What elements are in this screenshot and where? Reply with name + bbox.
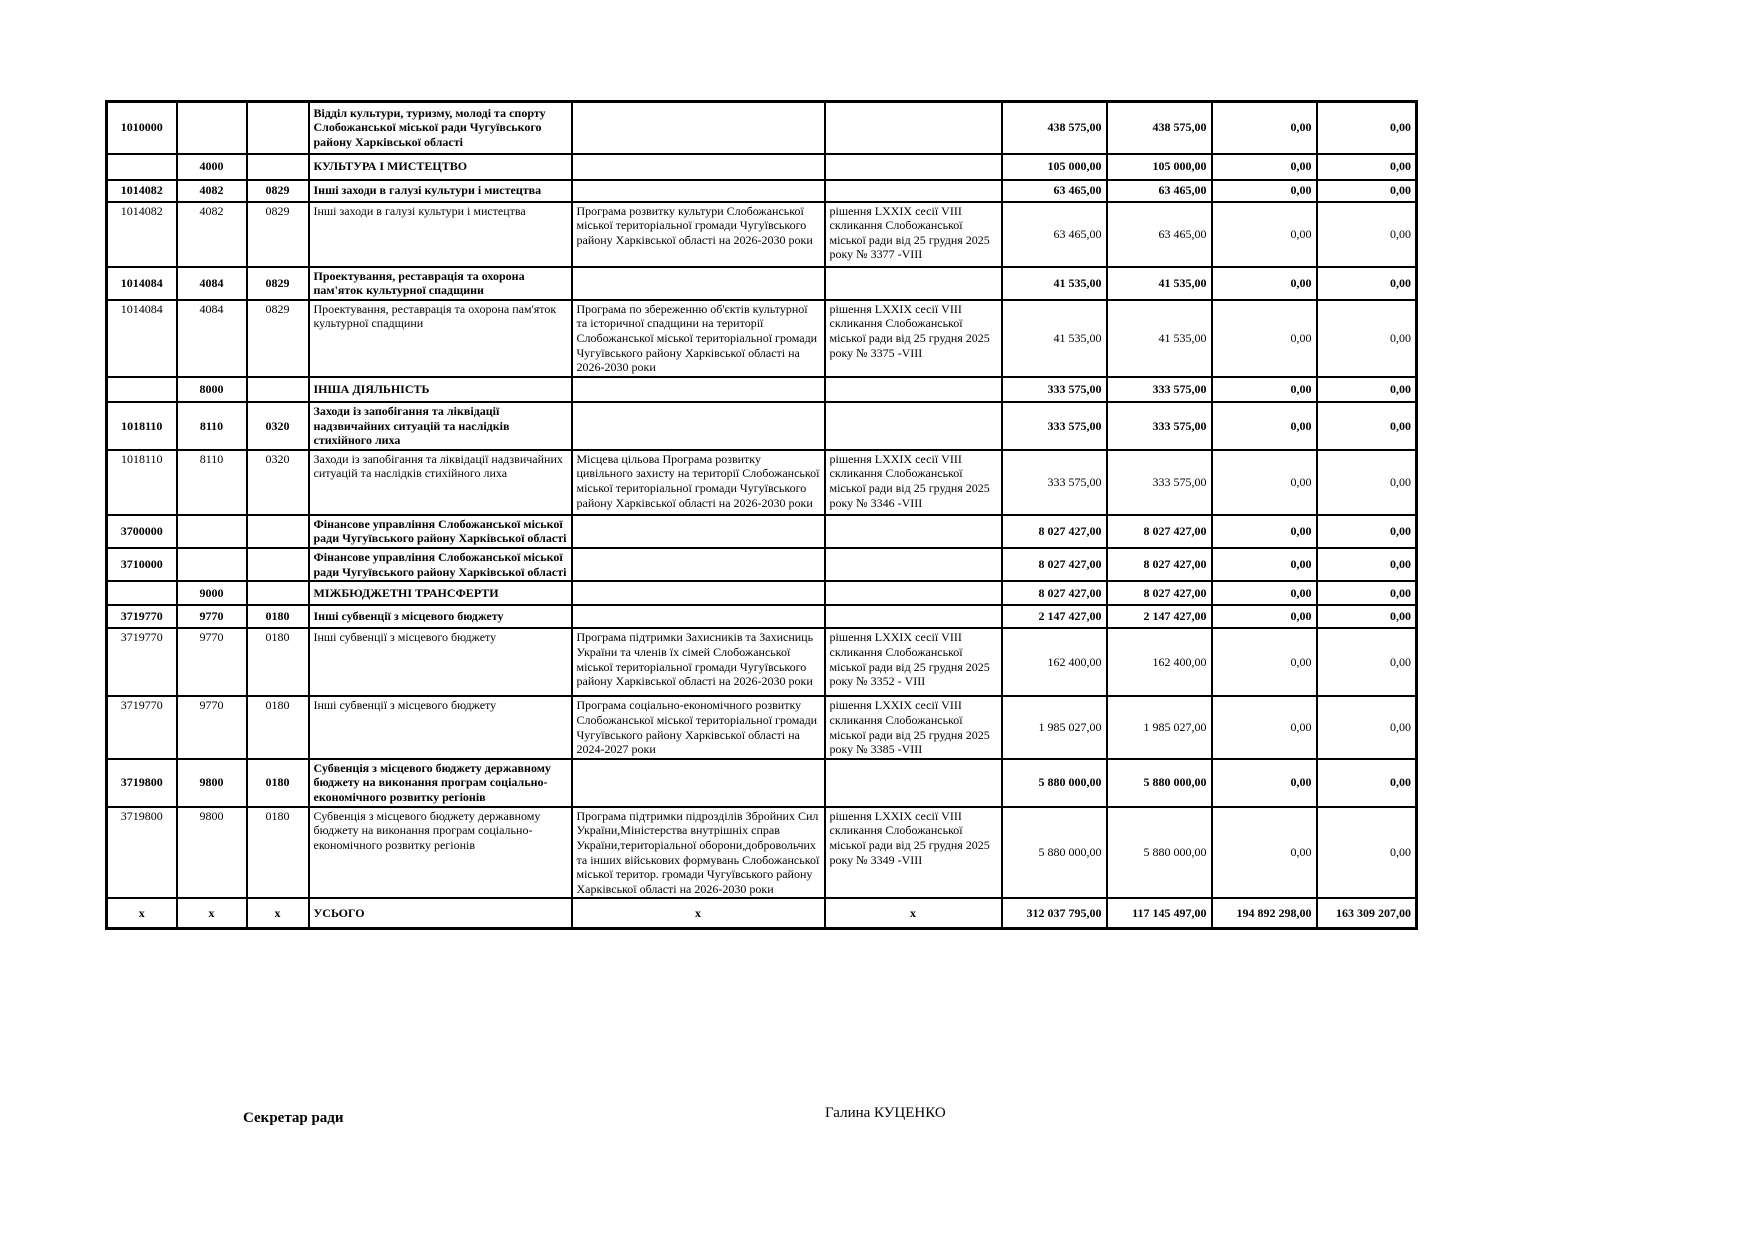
cell-dev-budget: 0,00 — [1317, 628, 1417, 696]
cell-total: 2 147 427,00 — [1002, 605, 1107, 628]
cell-dev-budget: 0,00 — [1317, 548, 1417, 581]
table-row — [107, 402, 1417, 450]
cell-code-tpk: 9800 — [177, 759, 247, 807]
cell-total: 312 037 795,00 — [1002, 898, 1107, 928]
cell-decision — [825, 180, 1002, 202]
cell-code-tpk: 4084 — [177, 267, 247, 300]
cell-code-tpk — [177, 548, 247, 581]
cell-dev-budget: 0,00 — [1317, 102, 1417, 154]
cell-total: 1 985 027,00 — [1002, 696, 1107, 759]
cell-general-fund: 8 027 427,00 — [1107, 581, 1212, 605]
cell-name: Субвенція з місцевого бюджету державному бюджету на виконання програм соціально-економічного розвитку регіонів — [309, 807, 572, 899]
cell-total: 8 027 427,00 — [1002, 515, 1107, 548]
cell-program — [572, 605, 825, 628]
cell-general-fund: 5 880 000,00 — [1107, 807, 1212, 899]
cell-code-fk — [247, 515, 309, 548]
cell-dev-budget: 0,00 — [1317, 696, 1417, 759]
table-row — [107, 605, 1417, 628]
cell-dev-budget: 0,00 — [1317, 202, 1417, 267]
table-row — [107, 450, 1417, 515]
cell-special-fund: 0,00 — [1212, 696, 1317, 759]
table-row — [107, 759, 1417, 807]
cell-name: Проектування, реставрація та охорона пам'яток культурної спадщини — [309, 267, 572, 300]
cell-general-fund: 105 000,00 — [1107, 154, 1212, 180]
cell-special-fund: 0,00 — [1212, 202, 1317, 267]
cell-code-tpk: 8110 — [177, 450, 247, 515]
cell-code-fk: 0180 — [247, 807, 309, 899]
cell-program: Програма підтримки Захисників та Захисниць України та членів їх сімей Слобожанської міської територіальної громади Чугуївського району Харківської області на 2026-2030 роки — [572, 628, 825, 696]
cell-special-fund: 0,00 — [1212, 605, 1317, 628]
cell-code-fk: 0180 — [247, 628, 309, 696]
cell-code-tpk: 8110 — [177, 402, 247, 450]
cell-code-fk: 0180 — [247, 696, 309, 759]
table-row — [107, 515, 1417, 548]
cell-decision — [825, 377, 1002, 402]
cell-code-fk — [247, 548, 309, 581]
cell-program: Програма соціально-економічного розвитку Слобожанської міської територіальної громади Чугуївського району Харківської області на 2024-2027 роки — [572, 696, 825, 759]
cell-dev-budget: 0,00 — [1317, 807, 1417, 899]
cell-program — [572, 402, 825, 450]
cell-code-fk: 0180 — [247, 605, 309, 628]
cell-decision: рішення LXXIX сесії VIII скликання Слобожанської міської ради від 25 грудня 2025 року № 3377 -VIII — [825, 202, 1002, 267]
table-row — [107, 267, 1417, 300]
cell-code-tpk — [177, 102, 247, 154]
signature-title: Секретар ради — [243, 1110, 344, 1126]
table-row — [107, 202, 1417, 267]
cell-name: Субвенція з місцевого бюджету державному бюджету на виконання програм соціально-економічного розвитку регіонів — [309, 759, 572, 807]
cell-code-prog: 3719800 — [107, 759, 177, 807]
cell-name: Інші субвенції з місцевого бюджету — [309, 605, 572, 628]
cell-code-tpk: 9770 — [177, 628, 247, 696]
table-row — [107, 102, 1417, 154]
cell-code-tpk: 9770 — [177, 605, 247, 628]
cell-dev-budget: 0,00 — [1317, 154, 1417, 180]
budget-table — [105, 100, 1418, 930]
cell-code-prog: 1018110 — [107, 450, 177, 515]
cell-name: Заходи із запобігання та ліквідації надзвичайних ситуацій та наслідків стихійного лиха — [309, 402, 572, 450]
cell-program — [572, 377, 825, 402]
cell-decision: х — [825, 898, 1002, 928]
cell-general-fund: 333 575,00 — [1107, 450, 1212, 515]
cell-program — [572, 759, 825, 807]
cell-special-fund: 0,00 — [1212, 450, 1317, 515]
cell-general-fund: 333 575,00 — [1107, 377, 1212, 402]
cell-general-fund: 63 465,00 — [1107, 202, 1212, 267]
cell-code-tpk: 4084 — [177, 300, 247, 377]
table-row — [107, 628, 1417, 696]
cell-code-prog: 3710000 — [107, 548, 177, 581]
cell-code-prog: 3719770 — [107, 628, 177, 696]
cell-program: Програма розвитку культури Слобожанської міської територіальної громади Чугуївського району Харківської області на 2026-2030 роки — [572, 202, 825, 267]
cell-decision — [825, 581, 1002, 605]
cell-code-fk: 0320 — [247, 450, 309, 515]
cell-program — [572, 515, 825, 548]
cell-program: Місцева цільова Програма розвитку цивільного захисту на території Слобожанської міської територіальної громади Чугуївського району Харківської області на 2026-2030 роки — [572, 450, 825, 515]
cell-general-fund: 2 147 427,00 — [1107, 605, 1212, 628]
cell-program — [572, 267, 825, 300]
cell-program: Програма по збереженню об'єктів культурної та історичної спадщини на території Слобожанської міської територіальної громади Чугуївського району Харківської області на 2026-2030 роки — [572, 300, 825, 377]
cell-general-fund: 117 145 497,00 — [1107, 898, 1212, 928]
cell-code-tpk: 9770 — [177, 696, 247, 759]
cell-total: 333 575,00 — [1002, 377, 1107, 402]
cell-name: КУЛЬТУРА І МИСТЕЦТВО — [309, 154, 572, 180]
cell-code-prog: 1010000 — [107, 102, 177, 154]
cell-name: Фінансове управління Слобожанської міської ради Чугуївського району Харківської області — [309, 515, 572, 548]
cell-general-fund: 8 027 427,00 — [1107, 515, 1212, 548]
cell-code-prog — [107, 377, 177, 402]
cell-general-fund: 41 535,00 — [1107, 267, 1212, 300]
cell-total: 41 535,00 — [1002, 267, 1107, 300]
cell-decision — [825, 759, 1002, 807]
cell-code-fk — [247, 102, 309, 154]
cell-dev-budget: 0,00 — [1317, 180, 1417, 202]
cell-special-fund: 0,00 — [1212, 515, 1317, 548]
cell-program — [572, 581, 825, 605]
cell-program — [572, 154, 825, 180]
cell-code-tpk: 4082 — [177, 180, 247, 202]
table-row — [107, 548, 1417, 581]
table-total-row — [107, 898, 1417, 928]
cell-total: 8 027 427,00 — [1002, 581, 1107, 605]
cell-decision — [825, 605, 1002, 628]
cell-decision: рішення LXXIX сесії VIII скликання Слобожанської міської ради від 25 грудня 2025 року № 3385 -VIII — [825, 696, 1002, 759]
cell-general-fund: 1 985 027,00 — [1107, 696, 1212, 759]
cell-name: Інші субвенції з місцевого бюджету — [309, 696, 572, 759]
cell-program: х — [572, 898, 825, 928]
cell-decision: рішення LXXIX сесії VIII скликання Слобожанської міської ради від 25 грудня 2025 року № 3352 - VIII — [825, 628, 1002, 696]
cell-total: 41 535,00 — [1002, 300, 1107, 377]
cell-code-fk: 0829 — [247, 202, 309, 267]
cell-program — [572, 548, 825, 581]
cell-code-prog — [107, 581, 177, 605]
cell-special-fund: 0,00 — [1212, 377, 1317, 402]
cell-code-tpk: 4000 — [177, 154, 247, 180]
cell-decision — [825, 154, 1002, 180]
cell-dev-budget: 0,00 — [1317, 605, 1417, 628]
cell-dev-budget: 0,00 — [1317, 581, 1417, 605]
cell-name: Відділ культури, туризму, молоді та спорту Слобожанської міської ради Чугуївського району Харківської області — [309, 102, 572, 154]
cell-decision: рішення LXXIX сесії VIII скликання Слобожанської міської ради від 25 грудня 2025 року № 3375 -VIII — [825, 300, 1002, 377]
cell-decision — [825, 548, 1002, 581]
cell-general-fund: 438 575,00 — [1107, 102, 1212, 154]
cell-general-fund: 63 465,00 — [1107, 180, 1212, 202]
cell-code-fk: 0180 — [247, 759, 309, 807]
cell-name: Проектування, реставрація та охорона пам'яток культурної спадщини — [309, 300, 572, 377]
cell-special-fund: 0,00 — [1212, 402, 1317, 450]
cell-dev-budget: 0,00 — [1317, 300, 1417, 377]
cell-code-prog: 1018110 — [107, 402, 177, 450]
cell-dev-budget: 163 309 207,00 — [1317, 898, 1417, 928]
cell-code-fk — [247, 581, 309, 605]
cell-code-tpk: 8000 — [177, 377, 247, 402]
cell-total: 333 575,00 — [1002, 450, 1107, 515]
cell-special-fund: 0,00 — [1212, 180, 1317, 202]
cell-decision — [825, 102, 1002, 154]
cell-code-fk — [247, 377, 309, 402]
cell-code-tpk: 9800 — [177, 807, 247, 899]
cell-decision — [825, 402, 1002, 450]
cell-code-prog: х — [107, 898, 177, 928]
cell-general-fund: 41 535,00 — [1107, 300, 1212, 377]
cell-dev-budget: 0,00 — [1317, 450, 1417, 515]
cell-dev-budget: 0,00 — [1317, 377, 1417, 402]
cell-code-prog: 1014082 — [107, 180, 177, 202]
table-row — [107, 154, 1417, 180]
cell-code-tpk: х — [177, 898, 247, 928]
cell-total: 105 000,00 — [1002, 154, 1107, 180]
cell-special-fund: 0,00 — [1212, 548, 1317, 581]
cell-total: 5 880 000,00 — [1002, 807, 1107, 899]
cell-name: УСЬОГО — [309, 898, 572, 928]
cell-decision — [825, 267, 1002, 300]
table-row — [107, 180, 1417, 202]
cell-code-fk: 0829 — [247, 300, 309, 377]
table-row — [107, 807, 1417, 899]
cell-special-fund: 194 892 298,00 — [1212, 898, 1317, 928]
cell-code-prog: 1014082 — [107, 202, 177, 267]
cell-decision: рішення LXXIX сесії VIII скликання Слобожанської міської ради від 25 грудня 2025 року № 3346 -VIII — [825, 450, 1002, 515]
cell-special-fund: 0,00 — [1212, 759, 1317, 807]
cell-special-fund: 0,00 — [1212, 300, 1317, 377]
cell-special-fund: 0,00 — [1212, 267, 1317, 300]
cell-total: 438 575,00 — [1002, 102, 1107, 154]
cell-code-tpk — [177, 515, 247, 548]
cell-total: 5 880 000,00 — [1002, 759, 1107, 807]
cell-dev-budget: 0,00 — [1317, 515, 1417, 548]
cell-general-fund: 5 880 000,00 — [1107, 759, 1212, 807]
cell-special-fund: 0,00 — [1212, 102, 1317, 154]
cell-general-fund: 162 400,00 — [1107, 628, 1212, 696]
cell-general-fund: 8 027 427,00 — [1107, 548, 1212, 581]
cell-name: Заходи із запобігання та ліквідації надзвичайних ситуацій та наслідків стихійного лиха — [309, 450, 572, 515]
cell-special-fund: 0,00 — [1212, 154, 1317, 180]
cell-code-prog: 3719770 — [107, 605, 177, 628]
table-row — [107, 377, 1417, 402]
cell-special-fund: 0,00 — [1212, 628, 1317, 696]
cell-code-fk: 0829 — [247, 180, 309, 202]
table-row — [107, 581, 1417, 605]
cell-dev-budget: 0,00 — [1317, 402, 1417, 450]
cell-dev-budget: 0,00 — [1317, 267, 1417, 300]
cell-special-fund: 0,00 — [1212, 581, 1317, 605]
cell-code-fk: 0320 — [247, 402, 309, 450]
cell-total: 162 400,00 — [1002, 628, 1107, 696]
cell-code-prog: 1014084 — [107, 267, 177, 300]
table-row — [107, 300, 1417, 377]
cell-name: МІЖБЮДЖЕТНІ ТРАНСФЕРТИ — [309, 581, 572, 605]
cell-total: 333 575,00 — [1002, 402, 1107, 450]
cell-total: 63 465,00 — [1002, 202, 1107, 267]
cell-name: Інші заходи в галузі культури і мистецтва — [309, 180, 572, 202]
cell-code-fk: 0829 — [247, 267, 309, 300]
cell-general-fund: 333 575,00 — [1107, 402, 1212, 450]
cell-total: 8 027 427,00 — [1002, 548, 1107, 581]
cell-name: Інші заходи в галузі культури і мистецтва — [309, 202, 572, 267]
cell-decision: рішення LXXIX сесії VIII скликання Слобожанської міської ради від 25 грудня 2025 року № 3349 -VIII — [825, 807, 1002, 899]
cell-name: Фінансове управління Слобожанської міської ради Чугуївського району Харківської області — [309, 548, 572, 581]
cell-code-prog: 3719800 — [107, 807, 177, 899]
cell-name: Інші субвенції з місцевого бюджету — [309, 628, 572, 696]
signature-name: Галина КУЦЕНКО — [825, 1105, 946, 1121]
cell-program: Програма підтримки підрозділів Збройних Сил України,Міністерства внутрішніх справ України,територіальної оборони,добровольчих та інших військових формувань Слобожанської міської територ. громади Чугуївського району Харківської області на 2026-2030 роки — [572, 807, 825, 899]
cell-code-prog: 1014084 — [107, 300, 177, 377]
cell-program — [572, 102, 825, 154]
cell-code-fk: х — [247, 898, 309, 928]
cell-name: ІНША ДІЯЛЬНІСТЬ — [309, 377, 572, 402]
cell-code-fk — [247, 154, 309, 180]
table-row — [107, 696, 1417, 759]
cell-code-tpk: 9000 — [177, 581, 247, 605]
cell-code-prog — [107, 154, 177, 180]
cell-code-prog: 3719770 — [107, 696, 177, 759]
cell-code-tpk: 4082 — [177, 202, 247, 267]
cell-special-fund: 0,00 — [1212, 807, 1317, 899]
cell-program — [572, 180, 825, 202]
cell-decision — [825, 515, 1002, 548]
cell-total: 63 465,00 — [1002, 180, 1107, 202]
cell-dev-budget: 0,00 — [1317, 759, 1417, 807]
cell-code-prog: 3700000 — [107, 515, 177, 548]
